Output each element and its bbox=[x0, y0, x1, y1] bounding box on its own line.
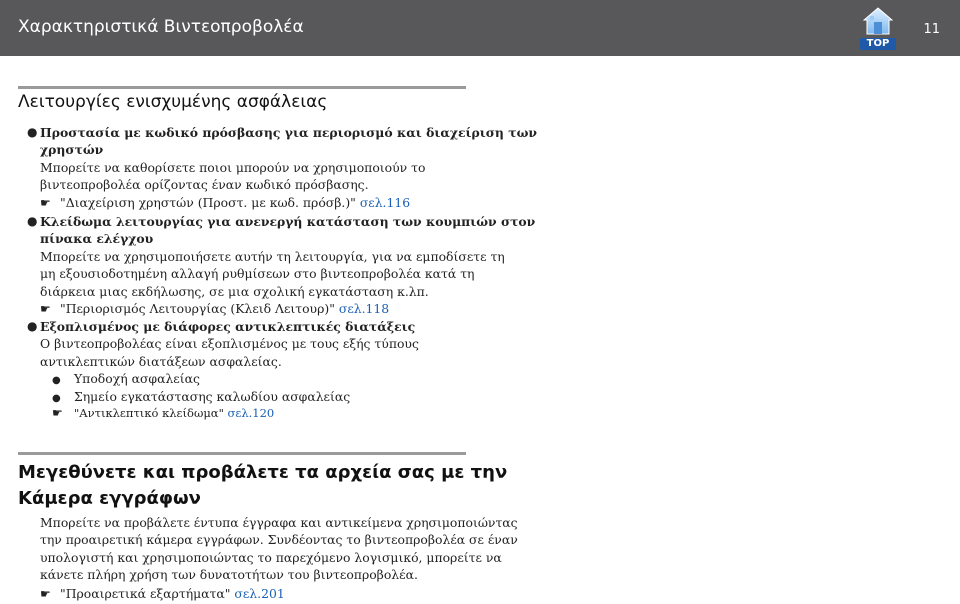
section-rule bbox=[18, 86, 466, 89]
pointing-hand-icon: ☛ bbox=[52, 406, 63, 420]
feature-heading-line: Κλείδωμα λειτουργίας για ανενεργή κατάσταση των κουμπιών στον bbox=[40, 214, 536, 229]
feature-body bbox=[40, 248, 535, 300]
page-header bbox=[0, 0, 960, 56]
pointing-hand-icon: ☛ bbox=[40, 587, 51, 601]
feature-item bbox=[40, 213, 535, 318]
cross-reference bbox=[40, 194, 537, 212]
feature-heading bbox=[40, 213, 535, 248]
body-line: υπολογιστή και χρησιμοποιώντας το παρεχόμενο λογισμικό, μπορείτε να bbox=[40, 549, 502, 565]
top-label: TOP bbox=[860, 38, 896, 50]
feature-item bbox=[40, 318, 419, 370]
body-line: Ο βιντεοπροβολέας είναι εξοπλισμένος με τους εξής τύπους bbox=[40, 336, 419, 352]
feature-body bbox=[40, 335, 419, 370]
page-link[interactable]: σελ.201 bbox=[234, 586, 285, 601]
bullet-icon: ● bbox=[52, 393, 61, 404]
body-line: κάνετε πλήρη χρήση των δυνατοτήτων του βιντεοπροβολέα. bbox=[40, 567, 418, 583]
sub-item-text: Υποδοχή ασφαλείας bbox=[74, 371, 200, 386]
page-link[interactable]: σελ.118 bbox=[338, 301, 390, 317]
bullet-icon: ● bbox=[52, 375, 61, 386]
body-line: μη εξουσιοδοτημένη αλλαγή ρυθμίσεων στο βιντεοπροβολέα κατά τη bbox=[40, 266, 475, 282]
sub-list-item bbox=[40, 370, 200, 389]
cross-reference bbox=[40, 405, 274, 422]
pointing-hand-icon: ☛ bbox=[40, 195, 51, 210]
pointing-hand-icon: ☛ bbox=[40, 302, 51, 317]
feature-heading-line: πίνακα ελέγχου bbox=[40, 231, 154, 247]
body-line: βιντεοπροβολέα ορίζοντας έναν κωδικό πρόσβασης. bbox=[40, 177, 369, 193]
reference-text: "Περιορισμός Λειτουργίας (Κλειδ Λειτουρ)" bbox=[60, 301, 335, 317]
page-link[interactable]: σελ.116 bbox=[359, 194, 411, 210]
section-title-line: Μεγεθύνετε και προβάλετε τα αρχεία σας με την bbox=[18, 462, 508, 483]
bullet-icon: ● bbox=[27, 214, 38, 228]
feature-heading bbox=[40, 124, 537, 159]
page-link[interactable]: σελ.120 bbox=[227, 406, 275, 420]
body-line: Μπορείτε να προβάλετε έντυπα έγγραφα και αντικείμενα χρησιμοποιώντας bbox=[40, 515, 518, 530]
body-line: Μπορείτε να καθορίσετε ποιοι μπορούν να χρησιμοποιούν το bbox=[40, 159, 426, 175]
top-button[interactable] bbox=[857, 5, 899, 51]
feature-heading-line: χρηστών bbox=[40, 142, 104, 158]
section-body bbox=[40, 514, 518, 584]
body-line: αντικλεπτικών διατάξεων ασφαλείας. bbox=[40, 353, 282, 369]
bullet-icon: ● bbox=[27, 125, 38, 139]
reference-text: "Προαιρετικά εξαρτήματα" bbox=[60, 586, 231, 601]
reference-text: "Διαχείριση χρηστών (Προστ. με κωδ. πρόσβ.)" bbox=[60, 194, 356, 210]
feature-item bbox=[40, 124, 537, 212]
section-rule bbox=[18, 452, 466, 455]
bullet-icon: ● bbox=[27, 319, 38, 333]
feature-heading-line: Προστασία με κωδικό πρόσβασης για περιορισμό και διαχείριση των bbox=[40, 125, 537, 140]
section-title bbox=[18, 460, 507, 512]
feature-heading: Εξοπλισμένος με διάφορες αντικλεπτικές διατάξεις bbox=[40, 319, 416, 334]
section-title-line: Κάμερα εγγράφων bbox=[18, 488, 201, 509]
sub-item-text: Σημείο εγκατάστασης καλωδίου ασφαλείας bbox=[74, 389, 351, 404]
reference-text: "Αντικλεπτικό κλείδωμα" bbox=[74, 406, 224, 420]
body-line: την προαιρετική κάμερα εγγράφων. Συνδέοντας το βιντεοπροβολέα σε έναν bbox=[40, 532, 518, 548]
header-title: Χαρακτηριστικά Βιντεοπροβολέα bbox=[18, 17, 304, 37]
body-line: διάρκεια μιας εκδήλωσης, σε μια σχολική εγκατάσταση κ.λπ. bbox=[40, 283, 429, 299]
cross-reference bbox=[40, 585, 285, 603]
cross-reference bbox=[40, 300, 535, 318]
body-line: Μπορείτε να χρησιμοποιήσετε αυτήν τη λειτουργία, για να εμποδίσετε τη bbox=[40, 248, 505, 264]
home-icon bbox=[863, 7, 893, 35]
page-number: 11 bbox=[923, 22, 940, 37]
section-title: Λειτουργίες ενισχυμένης ασφάλειας bbox=[18, 92, 328, 112]
feature-body bbox=[40, 159, 537, 194]
